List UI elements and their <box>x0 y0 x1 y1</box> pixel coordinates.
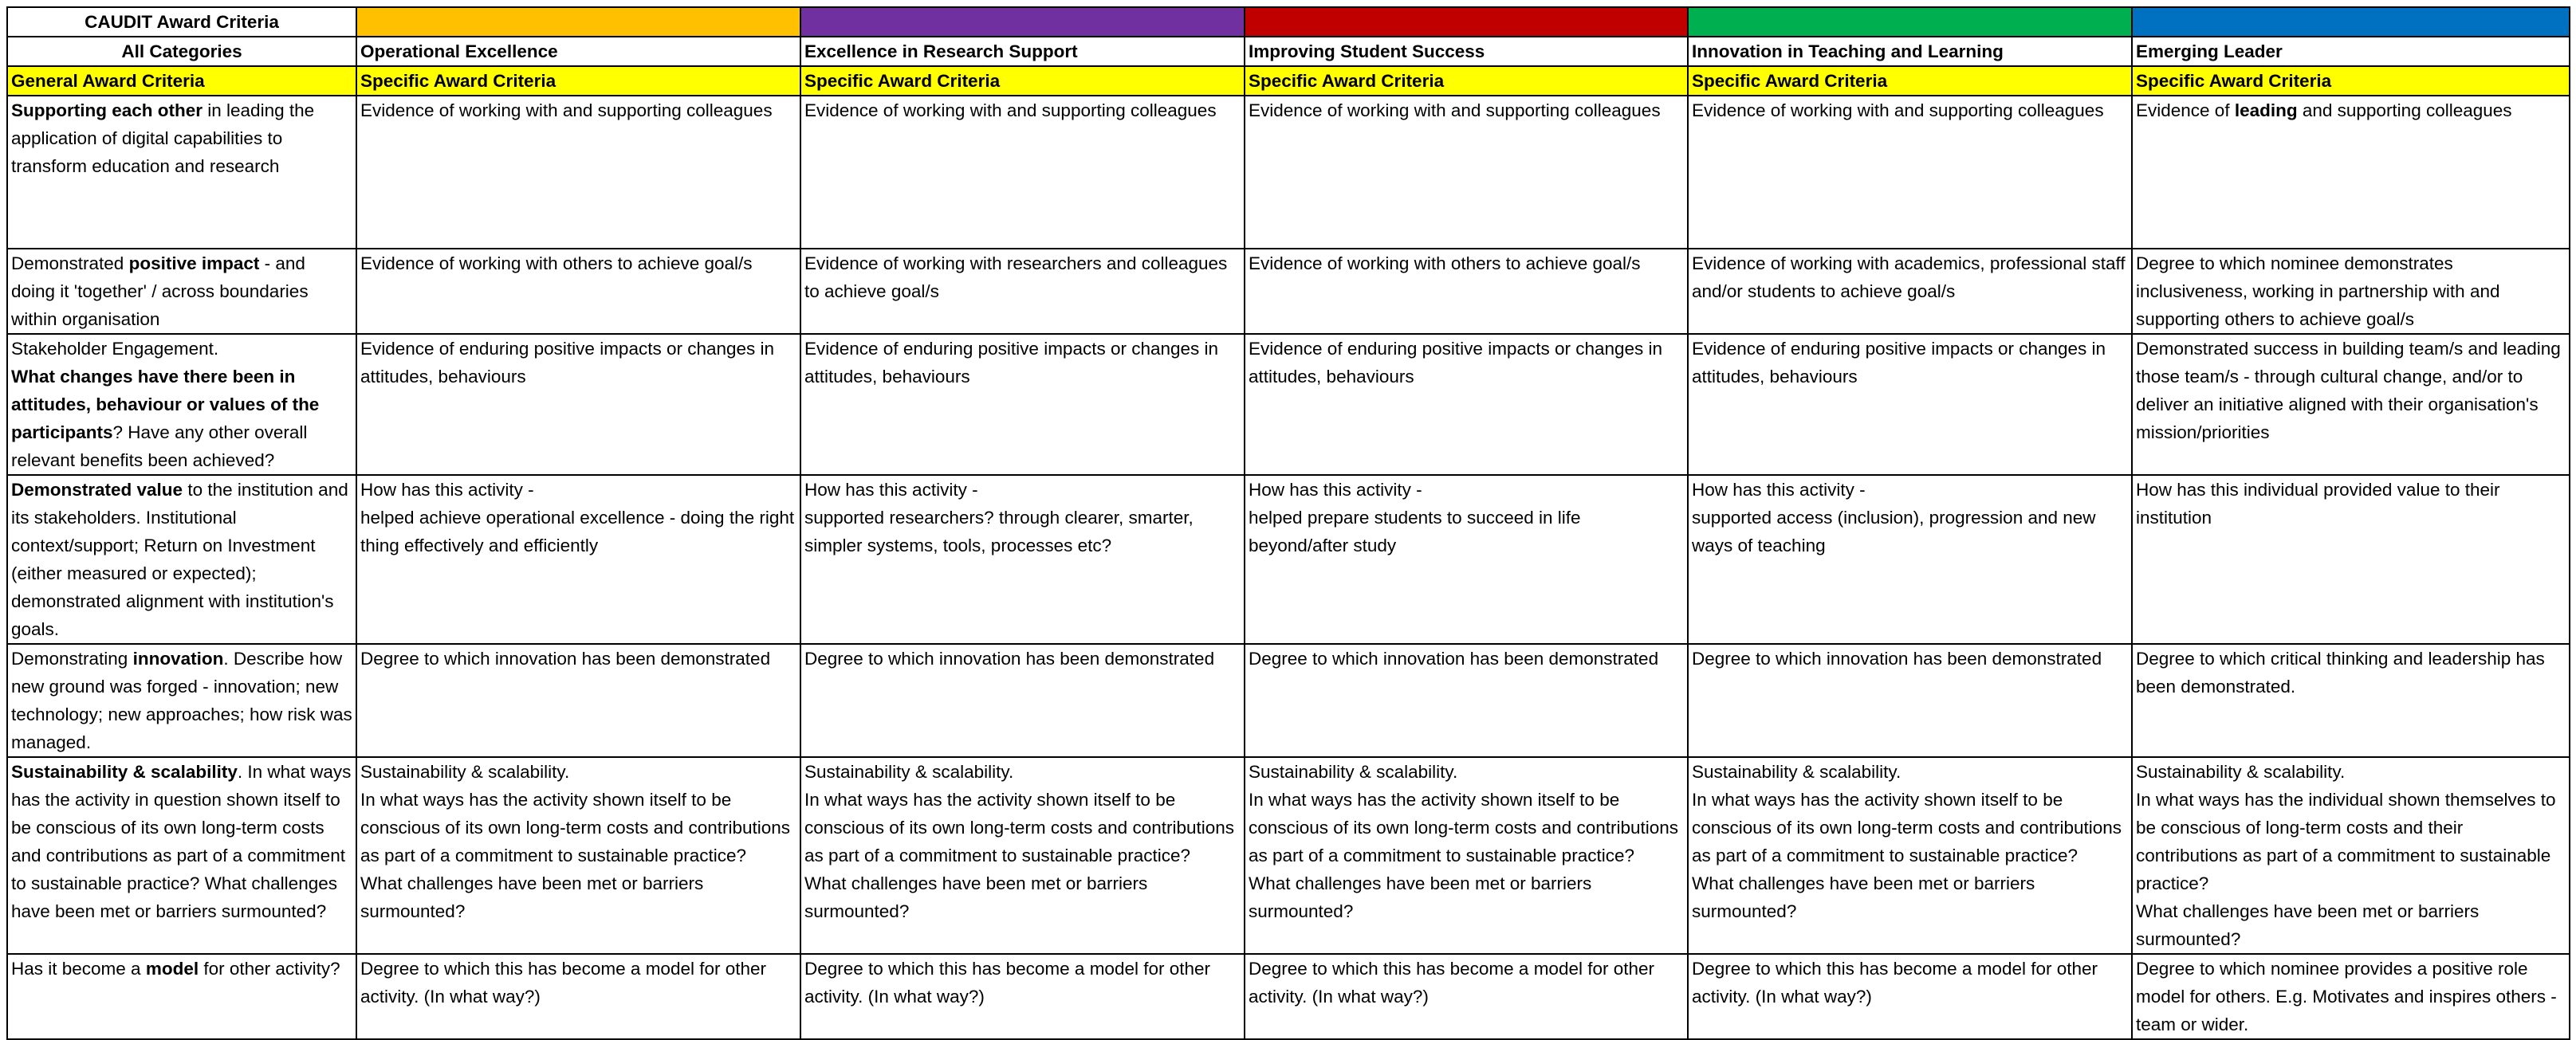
criterion-keyword: Demonstrated value <box>11 480 183 500</box>
specific-criterion-cell[interactable]: Evidence of enduring positive impacts or changes in attitudes, behaviours <box>356 334 800 475</box>
specific-criteria-label[interactable]: Specific Award Criteria <box>1688 66 2132 96</box>
general-criterion-cell[interactable] <box>7 96 356 249</box>
criterion-text: in leading the application of digital capabilities to transform education and research <box>11 100 315 176</box>
specific-criterion-cell[interactable]: How has this activity - helped prepare students to succeed in life beyond/after study <box>1245 475 1688 644</box>
specific-criterion-cell[interactable]: Degree to which nominee provides a positive role model for others. E.g. Motivates and inspires others - team or wider. <box>2132 954 2570 1039</box>
award-criteria-table <box>6 6 2570 1040</box>
specific-criterion-cell[interactable]: Degree to which this has become a model for other activity. (In what way?) <box>1245 954 1688 1039</box>
criteria-label-row <box>7 66 2570 96</box>
specific-criterion-cell[interactable]: Evidence of enduring positive impacts or changes in attitudes, behaviours <box>800 334 1245 475</box>
criterion-keyword: What changes have there been in attitudes, behaviour or values of the participants <box>11 367 320 442</box>
specific-criterion-cell[interactable]: How has this individual provided value to their institution <box>2132 475 2570 644</box>
specific-criteria-label[interactable]: Specific Award Criteria <box>800 66 1245 96</box>
specific-criterion-cell[interactable]: Degree to which this has become a model for other activity. (In what way?) <box>1688 954 2132 1039</box>
header-emerging-leader[interactable]: Emerging Leader <box>2132 37 2570 66</box>
specific-criterion-cell[interactable]: Evidence of working with others to achieve goal/s <box>356 249 800 334</box>
criterion-text: and supporting colleagues <box>2297 100 2512 120</box>
specific-criterion-cell[interactable]: Degree to which this has become a model for other activity. (In what way?) <box>800 954 1245 1039</box>
header-student-success[interactable]: Improving Student Success <box>1245 37 1688 66</box>
criteria-row-innovation <box>7 644 2570 757</box>
specific-criterion-cell[interactable]: Degree to which this has become a model for other activity. (In what way?) <box>356 954 800 1039</box>
specific-criterion-cell[interactable]: Degree to which innovation has been demonstrated <box>800 644 1245 757</box>
specific-criterion-cell[interactable]: Degree to which innovation has been demonstrated <box>1688 644 2132 757</box>
color-band-student-success[interactable] <box>1245 7 1688 37</box>
color-band-emerging-leader[interactable] <box>2132 7 2570 37</box>
sheet-title-cell[interactable] <box>7 7 356 37</box>
criterion-keyword: Supporting each other <box>11 100 203 120</box>
color-band-teaching-learning[interactable] <box>1688 7 2132 37</box>
specific-criterion-cell[interactable] <box>2132 96 2570 249</box>
specific-criterion-cell[interactable]: Sustainability & scalability. In what ways has the individual shown themselves to be conscious of long-term costs and their contributions as part of a commitment to sustainable practice? What challenges have been met or barriers surmounted? <box>2132 757 2570 954</box>
criterion-text: Has it become a <box>11 959 146 979</box>
specific-criterion-cell[interactable]: Evidence of working with and supporting colleagues <box>1688 96 2132 249</box>
criterion-text: Demonstrated <box>11 253 129 273</box>
specific-criterion-cell[interactable]: Degree to which critical thinking and leadership has been demonstrated. <box>2132 644 2570 757</box>
criterion-text: . Describe how new ground was forged - innovation; new technology; new approaches; how risk was managed. <box>11 649 352 752</box>
specific-criterion-cell[interactable]: Evidence of enduring positive impacts or changes in attitudes, behaviours <box>1245 334 1688 475</box>
criteria-row-model <box>7 954 2570 1039</box>
color-band-operational-excellence[interactable] <box>356 7 800 37</box>
specific-criterion-cell[interactable]: Evidence of working with and supporting colleagues <box>356 96 800 249</box>
specific-criterion-cell[interactable]: Evidence of enduring positive impacts or changes in attitudes, behaviours <box>1688 334 2132 475</box>
criterion-text: - and doing it 'together' / across boundaries within organisation <box>11 253 309 329</box>
criteria-row-stakeholder-engagement <box>7 334 2570 475</box>
specific-criterion-cell[interactable]: Sustainability & scalability. In what ways has the activity shown itself to be conscious of its own long-term costs and contributions as part of a commitment to sustainable practice? What challenges have been met or barriers surmounted? <box>1245 757 1688 954</box>
general-criterion-cell[interactable] <box>7 475 356 644</box>
criterion-text: for other activity? <box>199 959 340 979</box>
specific-criterion-cell[interactable]: Sustainability & scalability. In what ways has the activity shown itself to be conscious of its own long-term costs and contributions as part of a commitment to sustainable practice? What challenges have been met or barriers surmounted? <box>1688 757 2132 954</box>
general-criterion-cell[interactable] <box>7 954 356 1039</box>
criteria-row-positive-impact <box>7 249 2570 334</box>
specific-criterion-cell[interactable]: How has this activity - helped achieve operational excellence - doing the right thing effectively and efficiently <box>356 475 800 644</box>
criterion-text: ? Have any other overall relevant benefits been achieved? <box>11 422 308 470</box>
specific-criterion-cell[interactable]: Evidence of working with and supporting colleagues <box>1245 96 1688 249</box>
specific-criterion-cell[interactable]: Sustainability & scalability. In what ways has the activity shown itself to be conscious of its own long-term costs and contributions as part of a commitment to sustainable practice? What challenges have been met or barriers surmounted? <box>800 757 1245 954</box>
specific-criteria-label[interactable]: Specific Award Criteria <box>2132 66 2570 96</box>
color-band-research-support[interactable] <box>800 7 1245 37</box>
criterion-text: to the institution and its stakeholders. Institutional context/support; Return on Investment (either measured or expected); demonstrated alignment with institution's goals. <box>11 480 348 639</box>
criteria-row-supporting <box>7 96 2570 249</box>
criteria-sheet <box>6 6 2570 1040</box>
specific-criterion-cell[interactable]: Evidence of working with and supporting colleagues <box>800 96 1245 249</box>
criterion-keyword: innovation <box>132 649 224 669</box>
general-criterion-cell[interactable] <box>7 757 356 954</box>
header-all-categories[interactable]: All Categories <box>7 37 356 66</box>
criterion-keyword: positive impact <box>128 253 260 273</box>
criterion-keyword: leading <box>2234 100 2298 120</box>
header-operational-excellence[interactable]: Operational Excellence <box>356 37 800 66</box>
criterion-text: Demonstrating <box>11 649 133 669</box>
criteria-row-sustainability <box>7 757 2570 954</box>
general-criterion-cell[interactable] <box>7 644 356 757</box>
criteria-row-demonstrated-value <box>7 475 2570 644</box>
specific-criteria-label[interactable]: Specific Award Criteria <box>356 66 800 96</box>
criterion-keyword: model <box>145 959 199 979</box>
sheet-title: CAUDIT Award Criteria <box>85 12 279 32</box>
criterion-text: Stakeholder Engagement. <box>11 339 219 359</box>
header-research-support[interactable]: Excellence in Research Support <box>800 37 1245 66</box>
title-row <box>7 7 2570 37</box>
specific-criterion-cell[interactable]: Degree to which innovation has been demonstrated <box>1245 644 1688 757</box>
specific-criterion-cell[interactable]: How has this activity - supported access (inclusion), progression and new ways of teaching <box>1688 475 2132 644</box>
general-criterion-cell[interactable] <box>7 334 356 475</box>
specific-criterion-cell[interactable]: How has this activity - supported researchers? through clearer, smarter, simpler systems, tools, processes etc? <box>800 475 1245 644</box>
specific-criterion-cell[interactable]: Demonstrated success in building team/s and leading those team/s - through cultural change, and/or to deliver an initiative aligned with their organisation's mission/priorities <box>2132 334 2570 475</box>
criterion-text: Evidence of <box>2136 100 2235 120</box>
specific-criterion-cell[interactable]: Evidence of working with researchers and colleagues to achieve goal/s <box>800 249 1245 334</box>
specific-criterion-cell[interactable]: Degree to which innovation has been demonstrated <box>356 644 800 757</box>
specific-criterion-cell[interactable]: Evidence of working with others to achieve goal/s <box>1245 249 1688 334</box>
general-criterion-cell[interactable] <box>7 249 356 334</box>
general-criteria-label[interactable]: General Award Criteria <box>7 66 356 96</box>
specific-criterion-cell[interactable]: Degree to which nominee demonstrates inclusiveness, working in partnership with and supporting others to achieve goal/s <box>2132 249 2570 334</box>
category-header-row <box>7 37 2570 66</box>
specific-criteria-label[interactable]: Specific Award Criteria <box>1245 66 1688 96</box>
criterion-keyword: Sustainability & scalability <box>11 762 238 782</box>
specific-criterion-cell[interactable]: Sustainability & scalability. In what ways has the activity shown itself to be conscious of its own long-term costs and contributions as part of a commitment to sustainable practice? What challenges have been met or barriers surmounted? <box>356 757 800 954</box>
header-teaching-learning[interactable]: Innovation in Teaching and Learning <box>1688 37 2132 66</box>
specific-criterion-cell[interactable]: Evidence of working with academics, professional staff and/or students to achieve goal/s <box>1688 249 2132 334</box>
criterion-text: . In what ways has the activity in question shown itself to be conscious of its own long-term costs and contributions as part of a commitment to sustainable practice? What challenges have been met or barriers surmounted? <box>11 762 352 921</box>
